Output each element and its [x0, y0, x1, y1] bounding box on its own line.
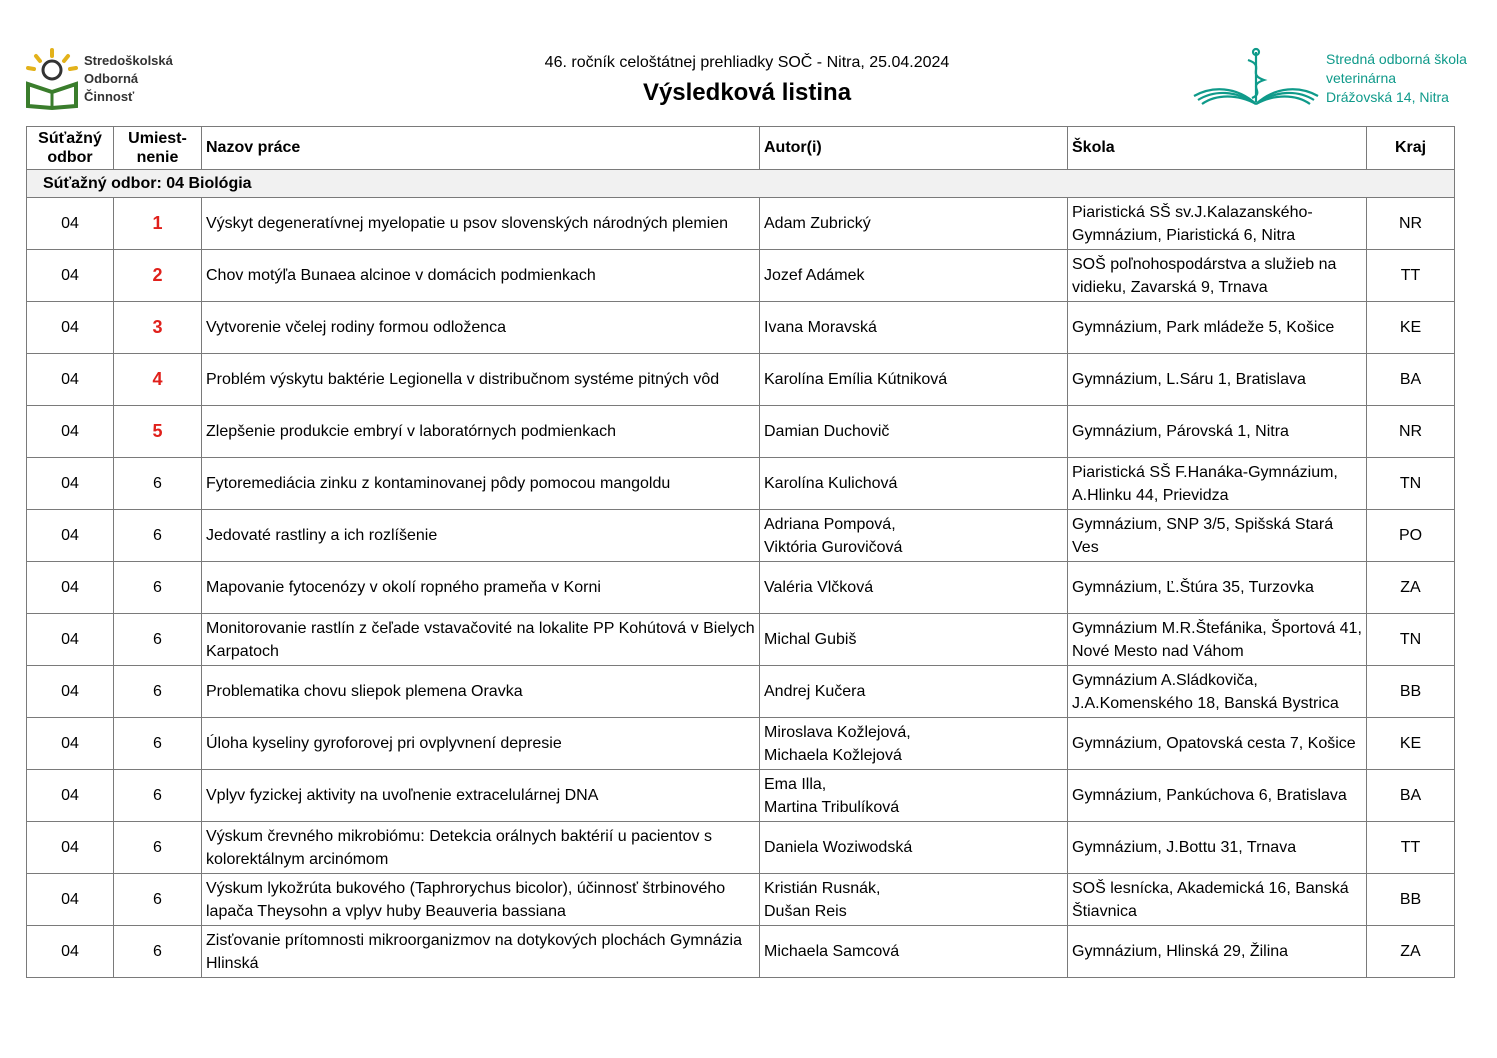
- cell-authors: [760, 198, 1068, 250]
- logo-right-line1: Stredná odborná škola: [1326, 51, 1467, 67]
- cell-authors: [760, 666, 1068, 718]
- cell-odbor: 04: [27, 458, 114, 510]
- cell-kraj: BB: [1367, 874, 1455, 926]
- cell-odbor: 04: [27, 614, 114, 666]
- cell-kraj: BA: [1367, 770, 1455, 822]
- table-row: [27, 822, 1455, 874]
- cell-odbor: 04: [27, 718, 114, 770]
- cell-authors: [760, 458, 1068, 510]
- author-name: Daniela Woziwodská: [764, 839, 913, 856]
- cell-authors: [760, 614, 1068, 666]
- cell-title: Úloha kyseliny gyroforovej pri ovplyvnení depresie: [202, 718, 760, 770]
- cell-title: Fytoremediácia zinku z kontaminovanej pôdy pomocou mangoldu: [202, 458, 760, 510]
- cell-school: Gymnázium, Ľ.Štúra 35, Turzovka: [1068, 562, 1367, 614]
- cell-kraj: NR: [1367, 406, 1455, 458]
- header-skola: Škola: [1068, 127, 1367, 170]
- author-name: Valéria Vlčková: [764, 579, 874, 596]
- author-name: Andrej Kučera: [764, 683, 866, 700]
- cell-odbor: 04: [27, 770, 114, 822]
- cell-placement: 6: [114, 458, 202, 510]
- cell-authors: [760, 770, 1068, 822]
- table-row: [27, 302, 1455, 354]
- cell-title: Mapovanie fytocenózy v okolí ropného prameňa v Korni: [202, 562, 760, 614]
- cell-school: Piaristická SŠ sv.J.Kalazanského-Gymnázium, Piaristická 6, Nitra: [1068, 198, 1367, 250]
- cell-school: Gymnázium, Párovská 1, Nitra: [1068, 406, 1367, 458]
- table-header-row: [27, 127, 1455, 170]
- cell-placement: 3: [114, 302, 202, 354]
- cell-school: Gymnázium, J.Bottu 31, Trnava: [1068, 822, 1367, 874]
- cell-kraj: TT: [1367, 250, 1455, 302]
- cell-title: Problematika chovu sliepok plemena Oravka: [202, 666, 760, 718]
- table-row: [27, 250, 1455, 302]
- cell-title: Zisťovanie prítomnosti mikroorganizmov na dotykových plochách Gymnázia Hlinská: [202, 926, 760, 978]
- cell-title: Chov motýľa Bunaea alcinoe v domácich podmienkach: [202, 250, 760, 302]
- author-name: Damian Duchovič: [764, 423, 890, 440]
- cell-school: Gymnázium, Opatovská cesta 7, Košice: [1068, 718, 1367, 770]
- cell-kraj: TN: [1367, 614, 1455, 666]
- cell-odbor: 04: [27, 302, 114, 354]
- author-name: Ivana Moravská: [764, 319, 877, 336]
- cell-title: Vytvorenie včelej rodiny formou odloženca: [202, 302, 760, 354]
- cell-odbor: 04: [27, 510, 114, 562]
- author-name: Michal Gubiš: [764, 631, 857, 648]
- table-row: [27, 614, 1455, 666]
- results-table: [26, 126, 1455, 978]
- cell-authors: [760, 354, 1068, 406]
- document-title: Výsledková listina: [642, 79, 852, 106]
- cell-odbor: 04: [27, 354, 114, 406]
- header-autor: Autor(i): [760, 127, 1068, 170]
- cell-school: Gymnázium A.Sládkoviča, J.A.Komenského 18, Banská Bystrica: [1068, 666, 1367, 718]
- sos-veterinarna-logo: [1190, 46, 1480, 116]
- cell-placement: 6: [114, 666, 202, 718]
- cell-kraj: ZA: [1367, 562, 1455, 614]
- table-row: [27, 458, 1455, 510]
- cell-placement: 6: [114, 874, 202, 926]
- cell-kraj: KE: [1367, 718, 1455, 770]
- author-name: Miroslava Kožlejová,: [764, 723, 911, 741]
- soc-logo: [24, 48, 204, 112]
- cell-kraj: BB: [1367, 666, 1455, 718]
- cell-authors: [760, 562, 1068, 614]
- cell-odbor: 04: [27, 406, 114, 458]
- cell-authors: [760, 822, 1068, 874]
- cell-placement: 1: [114, 198, 202, 250]
- cell-authors: [760, 302, 1068, 354]
- cell-kraj: TT: [1367, 822, 1455, 874]
- cell-odbor: 04: [27, 250, 114, 302]
- cell-odbor: 04: [27, 198, 114, 250]
- cell-placement: 6: [114, 510, 202, 562]
- table-row: [27, 510, 1455, 562]
- header-umiest-line1: Umiest-: [128, 130, 187, 147]
- cell-placement: 6: [114, 926, 202, 978]
- cell-placement: 4: [114, 354, 202, 406]
- author-name: Michaela Kožlejová: [764, 746, 902, 764]
- section-row: [27, 170, 1455, 198]
- logo-right-line2: veterinárna: [1326, 70, 1397, 86]
- header-odbor-line1: Súťažný: [38, 130, 102, 147]
- cell-kraj: ZA: [1367, 926, 1455, 978]
- cell-odbor: 04: [27, 666, 114, 718]
- cell-authors: [760, 510, 1068, 562]
- cell-placement: 6: [114, 718, 202, 770]
- header-umiest-line2: nenie: [136, 149, 179, 166]
- cell-school: Gymnázium, L.Sáru 1, Bratislava: [1068, 354, 1367, 406]
- cell-kraj: PO: [1367, 510, 1455, 562]
- header-odbor: [27, 127, 114, 170]
- cell-school: Gymnázium, Park mládeže 5, Košice: [1068, 302, 1367, 354]
- cell-placement: 2: [114, 250, 202, 302]
- author-name: Kristián Rusnák,: [764, 879, 881, 897]
- cell-title: Vplyv fyzickej aktivity na uvoľnenie extracelulárnej DNA: [202, 770, 760, 822]
- header-kraj: Kraj: [1367, 127, 1455, 170]
- cell-authors: [760, 406, 1068, 458]
- cell-kraj: BA: [1367, 354, 1455, 406]
- section-label: Súťažný odbor: 04 Biológia: [27, 170, 1455, 198]
- document-subtitle: 46. ročník celoštátnej prehliadky SOČ - Nitra, 25.04.2024: [544, 54, 950, 71]
- author-name: Martina Tribulíková: [764, 798, 900, 816]
- table-row: [27, 926, 1455, 978]
- header-odbor-line2: odbor: [47, 149, 93, 166]
- cell-title: Výskum črevného mikrobiómu: Detekcia orálnych baktérií u pacientov s kolorektálnym arcinómom: [202, 822, 760, 874]
- header-umiestnenie: [114, 127, 202, 170]
- table-row: [27, 562, 1455, 614]
- soc-emblem-icon: [24, 48, 80, 110]
- cell-authors: [760, 874, 1068, 926]
- cell-school: Gymnázium, Pankúchova 6, Bratislava: [1068, 770, 1367, 822]
- cell-title: Problém výskytu baktérie Legionella v distribučnom systéme pitných vôd: [202, 354, 760, 406]
- table-row: [27, 198, 1455, 250]
- cell-odbor: 04: [27, 874, 114, 926]
- cell-title: Jedovaté rastliny a ich rozlíšenie: [202, 510, 760, 562]
- cell-school: SOŠ lesnícka, Akademická 16, Banská Štiavnica: [1068, 874, 1367, 926]
- cell-school: SOŠ poľnohospodárstva a služieb na vidieku, Zavarská 9, Trnava: [1068, 250, 1367, 302]
- table-row: [27, 666, 1455, 718]
- author-name: Adriana Pompová,: [764, 515, 896, 533]
- cell-kraj: TN: [1367, 458, 1455, 510]
- cell-kraj: KE: [1367, 302, 1455, 354]
- author-name: Viktória Gurovičová: [764, 538, 903, 556]
- cell-placement: 6: [114, 562, 202, 614]
- cell-school: Gymnázium, SNP 3/5, Spišská Stará Ves: [1068, 510, 1367, 562]
- cell-kraj: NR: [1367, 198, 1455, 250]
- cell-title: Zlepšenie produkcie embryí v laboratórnych podmienkach: [202, 406, 760, 458]
- cell-placement: 6: [114, 770, 202, 822]
- logo-left-line2: Odborná: [84, 71, 139, 86]
- cell-placement: 6: [114, 822, 202, 874]
- author-name: Karolína Kulichová: [764, 475, 898, 492]
- cell-odbor: 04: [27, 562, 114, 614]
- cell-title: Výskum lykožrúta bukového (Taphrorychus bicolor), účinnosť štrbinového lapača Theysohn a vplyv huby Beauveria bassiana: [202, 874, 760, 926]
- book-caduceus-icon: [1190, 46, 1322, 110]
- cell-odbor: 04: [27, 926, 114, 978]
- table-row: [27, 718, 1455, 770]
- logo-left-line1: Stredoškolská: [84, 53, 173, 68]
- logo-right-line3: Drážovská 14, Nitra: [1326, 89, 1449, 105]
- cell-authors: [760, 250, 1068, 302]
- cell-placement: 5: [114, 406, 202, 458]
- document-header: [447, 52, 1047, 108]
- cell-authors: [760, 926, 1068, 978]
- author-name: Adam Zubrický: [764, 215, 871, 232]
- table-row: [27, 874, 1455, 926]
- header-nazov: Nazov práce: [202, 127, 760, 170]
- cell-school: Piaristická SŠ F.Hanáka-Gymnázium, A.Hlinku 44, Prievidza: [1068, 458, 1367, 510]
- table-row: [27, 354, 1455, 406]
- cell-authors: [760, 718, 1068, 770]
- cell-odbor: 04: [27, 822, 114, 874]
- table-row: [27, 406, 1455, 458]
- cell-school: Gymnázium, Hlinská 29, Žilina: [1068, 926, 1367, 978]
- author-name: Jozef Adámek: [764, 267, 865, 284]
- cell-title: Monitorovanie rastlín z čeľade vstavačovité na lokalite PP Kohútová v Bielych Karpatoch: [202, 614, 760, 666]
- author-name: Dušan Reis: [764, 902, 847, 920]
- cell-school: Gymnázium M.R.Štefánika, Športová 41, Nové Mesto nad Váhom: [1068, 614, 1367, 666]
- author-name: Ema Illa,: [764, 775, 827, 793]
- logo-left-line3: Činnosť: [84, 89, 135, 104]
- table-row: [27, 770, 1455, 822]
- author-name: Karolína Emília Kútniková: [764, 371, 948, 388]
- cell-title: Výskyt degeneratívnej myelopatie u psov slovenských národných plemien: [202, 198, 760, 250]
- author-name: Michaela Samcová: [764, 943, 900, 960]
- cell-placement: 6: [114, 614, 202, 666]
